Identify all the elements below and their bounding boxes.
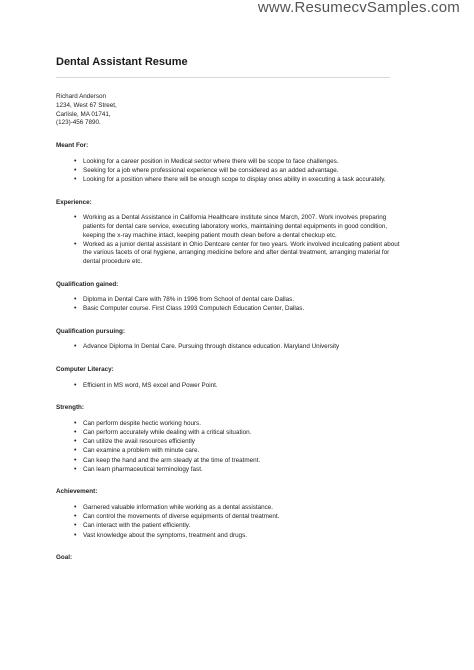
list-item: • Looking for a position where there will be enough scope to display ones ability in executing a task accurately. [74, 176, 406, 185]
section-heading: Strength: [56, 404, 84, 412]
section-heading: Achievement: [56, 488, 98, 496]
section-qualification-pursuing [56, 328, 406, 352]
section-heading: Experience: [56, 198, 92, 206]
list-item: • Worked as a junior dental assistant in Ohio Dentcare center for two years. Work involved inculcating patient about the various facets of oral hygiene, arranging medicine before and after dental treatment, arranging material for dental procedure etc. [74, 241, 406, 267]
list-item: • Seeking for a job where professional experience will be considered as an added advantage. [74, 167, 406, 176]
bullet-list [56, 504, 406, 540]
list-item: • Working as a Dental Assistance in California Healthcare institute since March, 2007. Work involves preparing patients for dental care service, executing laboratory works, maintaining dental equipments in good condition, keeping the x-ray machine intact, keeping patient mouth clean before a dental checkup etc. [74, 214, 406, 240]
section-heading: Goal: [56, 554, 73, 562]
list-item: • Basic Computer course. First Class 1993 Computech Education Center, Dallas. [74, 305, 406, 314]
contact-phone: (123)-456 7890. [56, 119, 101, 127]
list-item: • Garnered valuable information while working as a dental assistance. [74, 504, 406, 513]
section-heading: Meant For: [56, 142, 89, 150]
contact-street: 1234, West 67 Street, [56, 101, 117, 109]
list-item: • Efficient in MS word, MS excel and Power Point. [74, 382, 406, 391]
section-heading: Computer Literacy: [56, 366, 114, 374]
section-strength [56, 404, 406, 474]
list-item: • Can interact with the patient efficiently. [74, 522, 406, 531]
contact-name: Richard Anderson [56, 93, 107, 100]
bullet-list [56, 343, 406, 352]
list-item: • Diploma in Dental Care with 78% in 1996 from School of dental care Dallas. [74, 296, 406, 305]
title-divider [56, 77, 390, 78]
list-item: • Can control the movements of diverse equipments of dental treatment. [74, 513, 406, 522]
list-item: • Vast knowledge about the symptoms, treatment and drugs. [74, 532, 406, 541]
bullet-list [56, 214, 406, 266]
contact-city: Carlisle, MA 01741, [56, 110, 111, 118]
list-item: • Can utilize the avail resources efficiently [74, 438, 406, 447]
section-qualification-gained [56, 281, 406, 314]
site-watermark: www.ResumecvSamples.com [257, 0, 460, 16]
list-item: • Can keep the hand and the arm steady at the time of treatment. [74, 457, 406, 466]
section-heading: Qualification pursuing: [56, 327, 125, 335]
bullet-list [56, 382, 406, 391]
section-experience [56, 199, 406, 267]
section-goal [56, 554, 406, 563]
resume-body [56, 93, 406, 570]
list-item: • Can perform despite hectic working hours. [74, 420, 406, 429]
contact-block [56, 93, 406, 128]
section-heading: Qualification gained: [56, 280, 119, 288]
list-item: • Advance Diploma In Dental Care. Pursuing through distance education. Maryland University [74, 343, 406, 352]
list-item: • Can learn pharmaceutical terminology fast. [74, 466, 406, 475]
list-item: • Can examine a problem with minute care. [74, 447, 406, 456]
list-item: • Can perform accurately while dealing with a critical situation. [74, 429, 406, 438]
section-computer-literacy [56, 366, 406, 390]
list-item: • Looking for a career position in Medical sector where there will be scope to face challenges. [74, 158, 406, 167]
bullet-list [56, 296, 406, 314]
resume-title: Dental Assistant Resume [56, 56, 188, 68]
bullet-list [56, 420, 406, 475]
bullet-list [56, 158, 406, 185]
section-meant-for [56, 142, 406, 185]
section-achievement [56, 488, 406, 540]
